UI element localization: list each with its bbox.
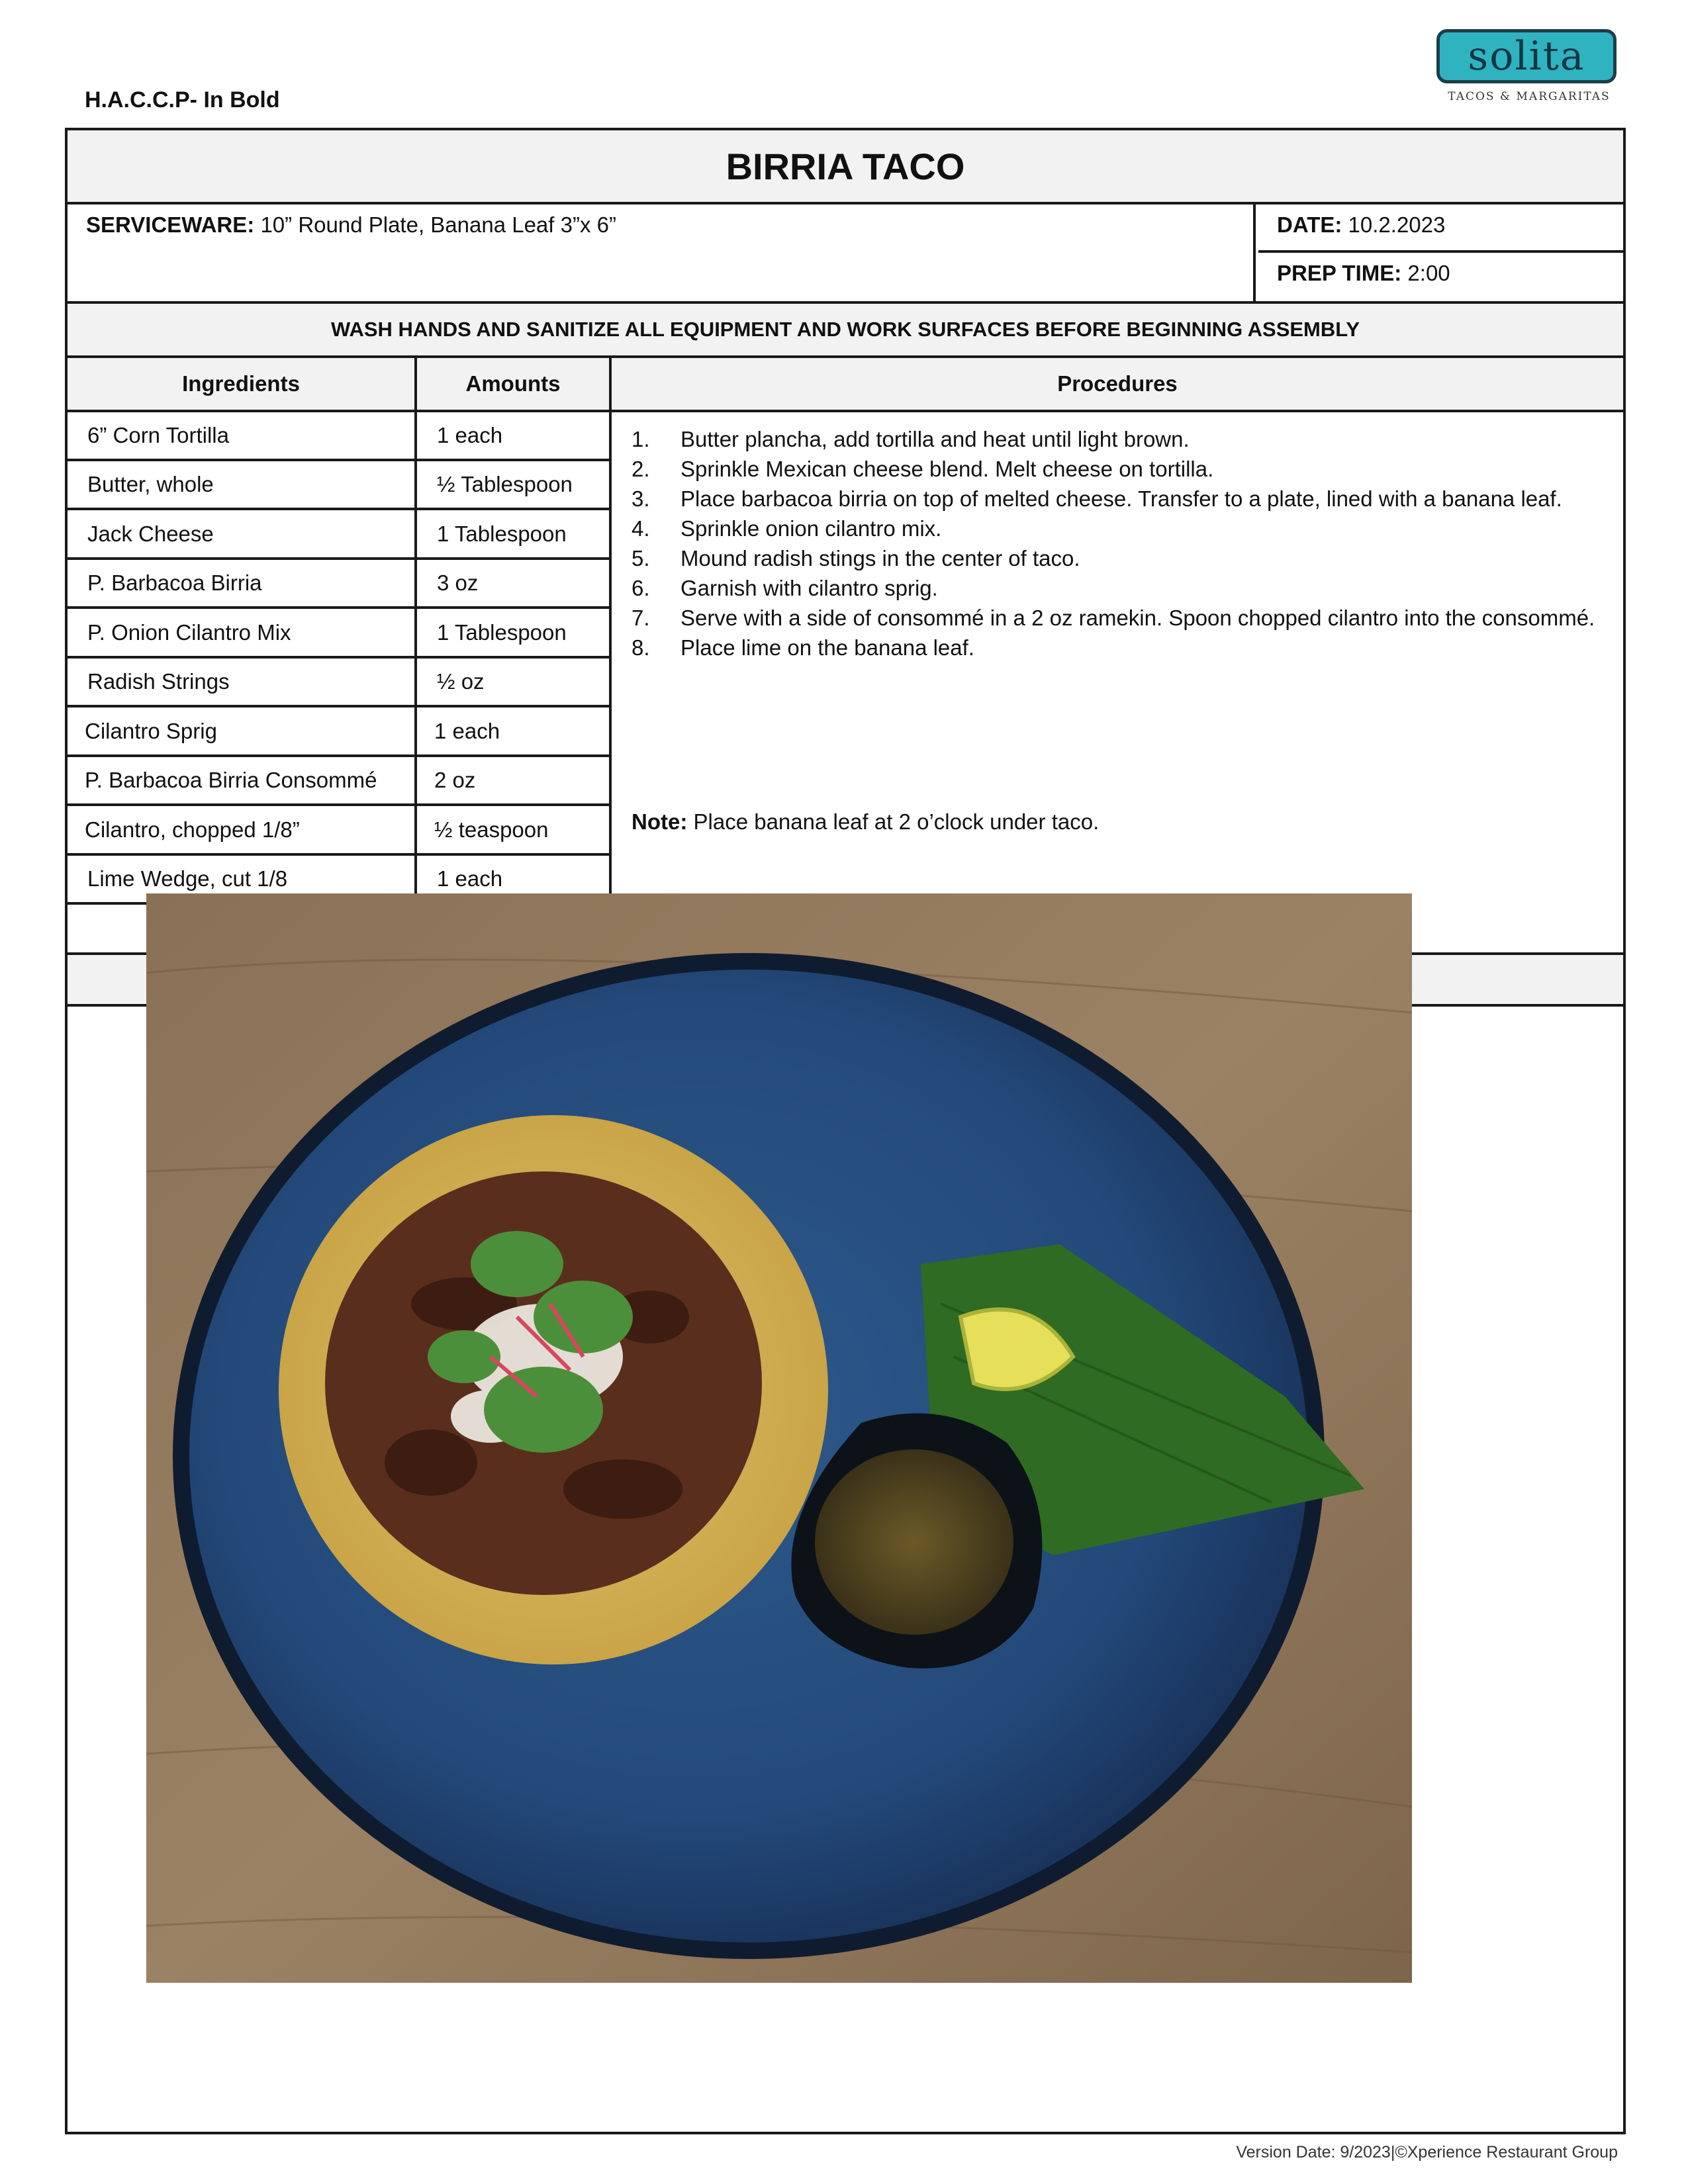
ingredient-cell: Cilantro, chopped 1/8” <box>68 806 414 856</box>
logo-subtext: TACOS & MARGARITAS <box>1448 90 1611 103</box>
amount-cell: ½ teaspoon <box>417 806 609 856</box>
wash-hands-text: WASH HANDS AND SANITIZE ALL EQUIPMENT AND WORK SURFACES BEFORE BEGINNING ASSEMBLY <box>330 318 1360 341</box>
procedure-step <box>632 633 1606 662</box>
procedure-list <box>632 424 1606 662</box>
amount-cell: 1 each <box>417 412 609 461</box>
date-label: DATE: <box>1277 212 1342 237</box>
ingredients-header: Ingredients <box>68 358 417 410</box>
step-text: Serve with a side of consommé in a 2 oz ramekin. Spoon chopped cilantro into the consommé. <box>680 606 1595 630</box>
procedure-step <box>632 573 1606 603</box>
serviceware-value: 10” Round Plate, Banana Leaf 3”x 6” <box>254 212 616 237</box>
version-footer: Version Date: 9/2023|©Xperience Restaurant Group <box>1236 2143 1618 2161</box>
ingredient-cell: Butter, whole <box>68 461 414 510</box>
table-header-row <box>68 358 1623 412</box>
amount-cell: ½ Tablespoon <box>417 461 609 510</box>
serviceware-label: SERVICEWARE: <box>86 212 255 237</box>
amount-cell: 1 each <box>417 707 609 757</box>
date-cell <box>1258 205 1623 253</box>
procedure-step <box>632 514 1606 543</box>
ingredient-cell: Cilantro Sprig <box>68 707 414 757</box>
note-label: Note: <box>632 809 688 834</box>
step-text: Place barbacoa birria on top of melted cheese. Transfer to a plate, lined with a banana leaf. <box>680 486 1562 511</box>
step-text: Butter plancha, add tortilla and heat until light brown. <box>680 427 1190 451</box>
step-text: Sprinkle Mexican cheese blend. Melt cheese on tortilla. <box>680 457 1214 481</box>
logo-badge <box>1436 29 1617 83</box>
step-number: 4. <box>632 516 650 541</box>
dish-photo-illustration <box>146 893 1412 1983</box>
procedure-step <box>632 484 1606 514</box>
ingredient-cell: 6” Corn Tortilla <box>68 412 414 461</box>
step-text: Garnish with cilantro sprig. <box>680 576 938 600</box>
procedure-step <box>632 603 1606 633</box>
procedure-step <box>632 424 1606 454</box>
ingredients-column <box>68 412 417 952</box>
step-number: 5. <box>632 546 650 570</box>
note-text: Place banana leaf at 2 o’clock under taco. <box>687 809 1100 834</box>
ingredient-cell: P. Barbacoa Birria <box>68 560 414 609</box>
ingredient-cell: Lime Wedge, cut 1/8 <box>68 856 414 905</box>
procedures-header: Procedures <box>1057 371 1178 396</box>
amount-cell: 1 each <box>417 856 609 905</box>
prep-time-cell <box>1258 253 1623 301</box>
title-row <box>68 130 1623 205</box>
consomme <box>815 1449 1013 1635</box>
serviceware-row <box>68 205 1623 304</box>
procedures-column <box>612 412 1623 952</box>
step-number: 2. <box>632 457 650 481</box>
step-number: 7. <box>632 606 650 630</box>
serviceware-cell <box>68 205 1256 301</box>
recipe-table-body <box>68 412 1623 955</box>
solita-logo <box>1436 29 1622 103</box>
haccp-note: H.A.C.C.P- In Bold <box>85 87 280 113</box>
procedure-step <box>632 543 1606 573</box>
amount-cell: 3 oz <box>417 560 609 609</box>
step-number: 1. <box>632 427 650 451</box>
date-value: 10.2.2023 <box>1342 212 1446 237</box>
prep-time-label: PREP TIME: <box>1277 261 1402 285</box>
recipe-title: BIRRIA TACO <box>726 145 965 187</box>
amounts-header: Amounts <box>417 358 612 410</box>
amount-cell: 1 Tablespoon <box>417 609 609 659</box>
step-text: Mound radish stings in the center of taco. <box>680 546 1080 570</box>
step-text: Place lime on the banana leaf. <box>680 635 974 660</box>
amount-cell: 2 oz <box>417 757 609 806</box>
step-text: Sprinkle onion cilantro mix. <box>680 516 942 541</box>
step-number: 6. <box>632 576 650 600</box>
wash-hands-banner <box>68 304 1623 358</box>
amount-cell: 1 Tablespoon <box>417 510 609 560</box>
step-number: 3. <box>632 486 650 511</box>
amount-cell: ½ oz <box>417 659 609 707</box>
ingredient-cell: P. Onion Cilantro Mix <box>68 609 414 659</box>
dish-photo <box>146 893 1412 1983</box>
prep-time-value: 2:00 <box>1401 261 1450 285</box>
logo-text: solita <box>1468 33 1585 79</box>
step-number: 8. <box>632 635 650 660</box>
procedure-step <box>632 454 1606 484</box>
ingredient-cell: P. Barbacoa Birria Consommé <box>68 757 414 806</box>
ingredient-cell: Radish Strings <box>68 659 414 707</box>
ingredient-cell: Jack Cheese <box>68 510 414 560</box>
procedure-note <box>632 809 1099 835</box>
amounts-column <box>417 412 612 952</box>
